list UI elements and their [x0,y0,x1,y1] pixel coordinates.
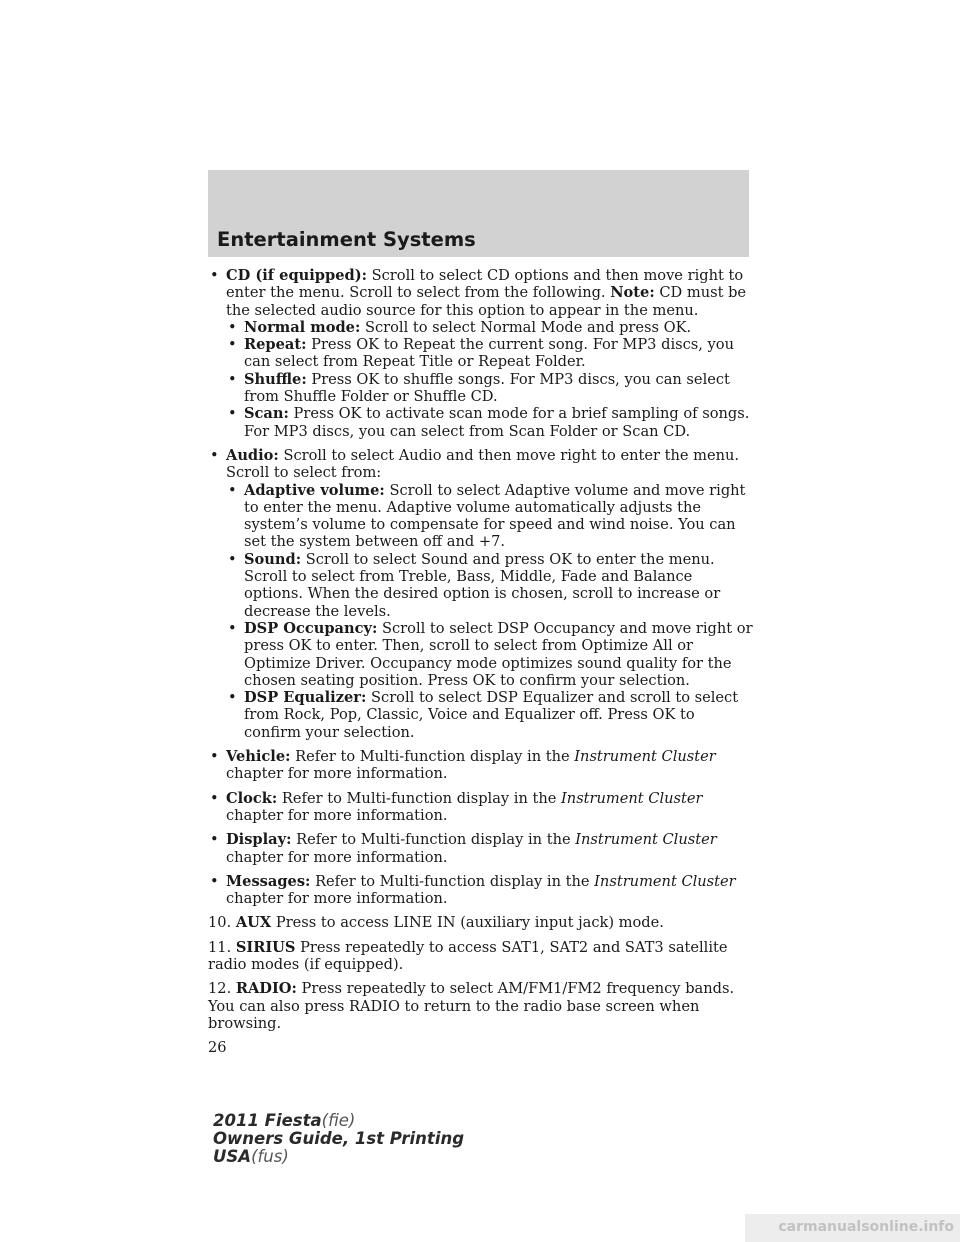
footer-model-code: (fie) [321,1111,356,1130]
bullet-dot: • [210,831,219,849]
bullet-text: Refer to Multi-function display in the [295,748,570,766]
bullet-dot: • [210,872,219,890]
bullet-dot: • [210,267,219,284]
item-term: SIRIUS [235,938,296,956]
footer-model: 2011 Fiesta [213,1111,322,1130]
bullet-dot: • [210,748,219,766]
section-title: Entertainment Systems [217,228,476,251]
audio-subitems [226,482,753,741]
bullet-dot: • [228,550,237,568]
page-content [208,267,753,1056]
bullet-dot: • [228,619,237,637]
item-number: 10. [208,914,232,932]
bullet-tail: chapter for more information. [226,848,448,866]
bullet-tail: chapter for more information. [226,765,448,783]
print-footer [213,1112,464,1166]
footer-edition: Owners Guide, 1st Printing [213,1129,465,1148]
subbullet-term: DSP Occupancy: [244,619,378,637]
numbered-item-radio [208,980,753,1032]
subbullet-adaptive-volume [226,482,753,551]
bullet-dot: • [228,336,237,354]
subbullet-text: Scroll to select Sound and press OK to enter the menu. Scroll to select from Treble, Bass, Middle, Fade and Balance options. When the desired option is chosen, scroll to increase or decrease the levels. [244,550,721,620]
subbullet-text: Scroll to select DSP Equalizer and scroll to select from Rock, Pop, Classic, Voice and Equalizer off. Press OK to confirm your selection. [244,689,739,741]
bullet-tail: chapter for more information. [226,890,448,908]
chapter-reference: Instrument Cluster [575,831,717,849]
bullet-dot: • [210,789,219,807]
bullet-dot: • [228,405,237,423]
bullet-messages [208,873,753,908]
watermark-text: carmanualsonline.info [778,1219,954,1235]
item-text: Press repeatedly to access SAT1, SAT2 and SAT3 satellite radio modes (if equipped). [208,938,728,973]
subbullet-scan [226,405,753,440]
bullet-dot: • [210,446,219,464]
subbullet-term: Scan: [244,405,289,423]
note-term: Note: [610,284,655,302]
section-header-band [208,170,749,257]
bullet-term: Audio: [226,446,279,464]
subbullet-shuffle [226,371,753,406]
chapter-reference: Instrument Cluster [561,789,703,807]
bullet-term: CD (if equipped): [226,267,367,284]
page-number: 26 [208,1039,227,1057]
subbullet-sound [226,551,753,620]
subbullet-term: Sound: [244,550,302,568]
footer-market-code: (fus) [251,1147,289,1166]
numbered-item-sirius [208,939,753,974]
subbullet-normal-mode [226,319,753,336]
note-text: CD must be the selected audio source for this option to appear in the menu. [226,284,747,319]
bullet-term: Clock: [226,789,278,807]
bullet-text: Refer to Multi-function display in the [281,789,557,807]
numbered-item-aux [208,914,753,931]
subbullet-term: DSP Equalizer: [244,689,367,707]
bullet-text: Refer to Multi-function display in the [315,872,590,890]
subbullet-text: Press OK to Repeat the current song. For MP3 discs, you can select from Repeat Title or Repeat Folder. [244,336,734,371]
bullet-term: Messages: [226,872,311,890]
cd-subitems [226,319,753,440]
bullet-term: Vehicle: [226,748,291,766]
bullet-dot: • [228,481,237,499]
subbullet-dsp-equalizer [226,689,753,741]
item-number: 12. [208,980,232,998]
footer-line-1 [213,1112,464,1130]
subbullet-term: Normal mode: [244,318,361,336]
bullet-dot: • [228,318,237,336]
bullet-cd [208,267,753,440]
subbullet-text: Scroll to select DSP Occupancy and move right or press OK to enter. Then, scroll to select from Optimize All or Optimize Driver. Occupancy mode optimizes sound quality for the chosen seating position. Press OK to confirm your selection. [244,619,753,689]
item-term: RADIO: [235,980,297,998]
site-watermark [745,1214,960,1242]
subbullet-text: Scroll to select Adaptive volume and move right to enter the menu. Adaptive volume automatically adjusts the system’s volume to compensate for speed and wind noise. You can set the system between off and +7. [244,481,746,551]
bullet-text: Refer to Multi-function display in the [296,831,571,849]
bullet-vehicle [208,748,753,783]
footer-line-3 [213,1148,464,1166]
bullet-term: Display: [226,831,292,849]
footer-market: USA [213,1147,252,1166]
item-text: Press to access LINE IN (auxiliary input jack) mode. [275,914,664,932]
subbullet-term: Shuffle: [244,370,307,388]
bullet-dot: • [228,689,237,707]
bullet-tail: chapter for more information. [226,806,448,824]
item-number: 11. [208,938,232,956]
subbullet-term: Adaptive volume: [244,481,385,499]
bullet-display [208,831,753,866]
subbullet-dsp-occupancy [226,620,753,689]
chapter-reference: Instrument Cluster [574,748,716,766]
item-term: AUX [235,914,272,932]
footer-line-2 [213,1130,464,1148]
bullet-dot: • [228,370,237,388]
subbullet-text: Scroll to select Normal Mode and press OK. [364,318,692,336]
bullet-text: Scroll to select CD options and then move right to enter the menu. Scroll to select from the following. [226,267,744,302]
item-text: Press repeatedly to select AM/FM1/FM2 frequency bands. You can also press RADIO to return to the radio base screen when browsing. [208,980,735,1032]
bullet-audio [208,447,753,741]
bullet-clock [208,790,753,825]
subbullet-text: Press OK to activate scan mode for a brief sampling of songs. For MP3 discs, you can select from Scan Folder or Scan CD. [244,405,750,440]
subbullet-text: Press OK to shuffle songs. For MP3 discs, you can select from Shuffle Folder or Shuffle CD. [244,370,730,406]
bullet-text: Scroll to select Audio and then move right to enter the menu. Scroll to select from: [226,446,740,482]
chapter-reference: Instrument Cluster [594,872,736,890]
subbullet-repeat [226,336,753,371]
subbullet-term: Repeat: [244,336,307,354]
